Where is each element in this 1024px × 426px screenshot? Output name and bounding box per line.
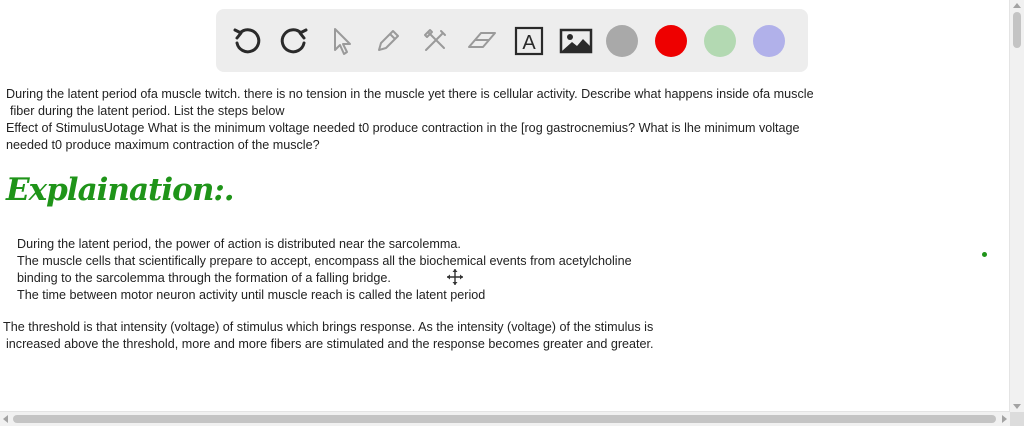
question-line: fiber during the latent period. List the steps below <box>10 104 285 118</box>
undo-icon <box>231 25 263 57</box>
scroll-up-arrow-icon[interactable] <box>1013 3 1021 8</box>
eraser-tool-button[interactable] <box>465 24 499 58</box>
image-icon <box>559 26 593 56</box>
vertical-scroll-thumb[interactable] <box>1013 12 1021 48</box>
redo-icon <box>278 25 310 57</box>
scrollbar-corner <box>1010 412 1024 426</box>
text-icon <box>514 26 544 56</box>
pointer-icon <box>327 26 355 56</box>
threshold-text <box>3 319 703 353</box>
redo-button[interactable] <box>277 24 311 58</box>
explanation-line: The muscle cells that scientifically prepare to accept, encompass all the biochemical events from acetylcholine <box>17 254 632 268</box>
pen-tool-button[interactable] <box>371 24 405 58</box>
explanation-line: binding to the sarcolemma through the formation of a falling bridge. <box>17 271 391 285</box>
scroll-left-arrow-icon[interactable] <box>3 415 8 423</box>
color-swatch-light-green[interactable] <box>704 25 736 57</box>
explanation-heading: Explaination:. <box>6 172 234 208</box>
ink-dot <box>982 252 987 257</box>
tools-icon <box>420 26 450 56</box>
select-tool-button[interactable] <box>324 24 358 58</box>
threshold-line: increased above the threshold, more and more fibers are stimulated and the response becomes greater and greater. <box>6 337 654 351</box>
drawing-toolbar <box>216 9 808 72</box>
undo-button[interactable] <box>230 24 264 58</box>
explanation-line: The time between motor neuron activity until muscle reach is called the latent period <box>17 288 486 302</box>
threshold-line: The threshold is that intensity (voltage) of stimulus which brings response. As the intensity (voltage) of the stimulus is <box>3 320 654 334</box>
pen-icon <box>373 26 403 56</box>
scroll-down-arrow-icon[interactable] <box>1013 404 1021 409</box>
text-tool-button[interactable] <box>512 24 546 58</box>
move-cursor-icon <box>446 268 464 286</box>
vertical-scrollbar[interactable] <box>1009 0 1024 412</box>
eraser-icon <box>465 26 499 56</box>
explanation-text <box>17 236 697 304</box>
explanation-line: During the latent period, the power of action is distributed near the sarcolemma. <box>17 237 461 251</box>
tools-button[interactable] <box>418 24 452 58</box>
text-tool-glyph: A <box>522 31 536 54</box>
question-line: needed t0 produce maximum contraction of the muscle? <box>6 138 320 152</box>
scroll-right-arrow-icon[interactable] <box>1002 415 1007 423</box>
question-line: During the latent period ofa muscle twitch. there is no tension in the muscle yet there is cellular activity. Describe what happens inside ofa muscle <box>6 87 814 101</box>
color-swatch-gray[interactable] <box>606 25 638 57</box>
question-text <box>6 86 846 154</box>
color-swatch-lavender[interactable] <box>753 25 785 57</box>
horizontal-scrollbar[interactable] <box>0 411 1010 426</box>
question-line: Effect of StimulusUotage What is the minimum voltage needed t0 produce contraction in the [rog gastrocnemius? What is lhe minimum voltage <box>6 121 800 135</box>
image-tool-button[interactable] <box>559 24 593 58</box>
color-swatch-red[interactable] <box>655 25 687 57</box>
horizontal-scroll-thumb[interactable] <box>13 415 996 423</box>
